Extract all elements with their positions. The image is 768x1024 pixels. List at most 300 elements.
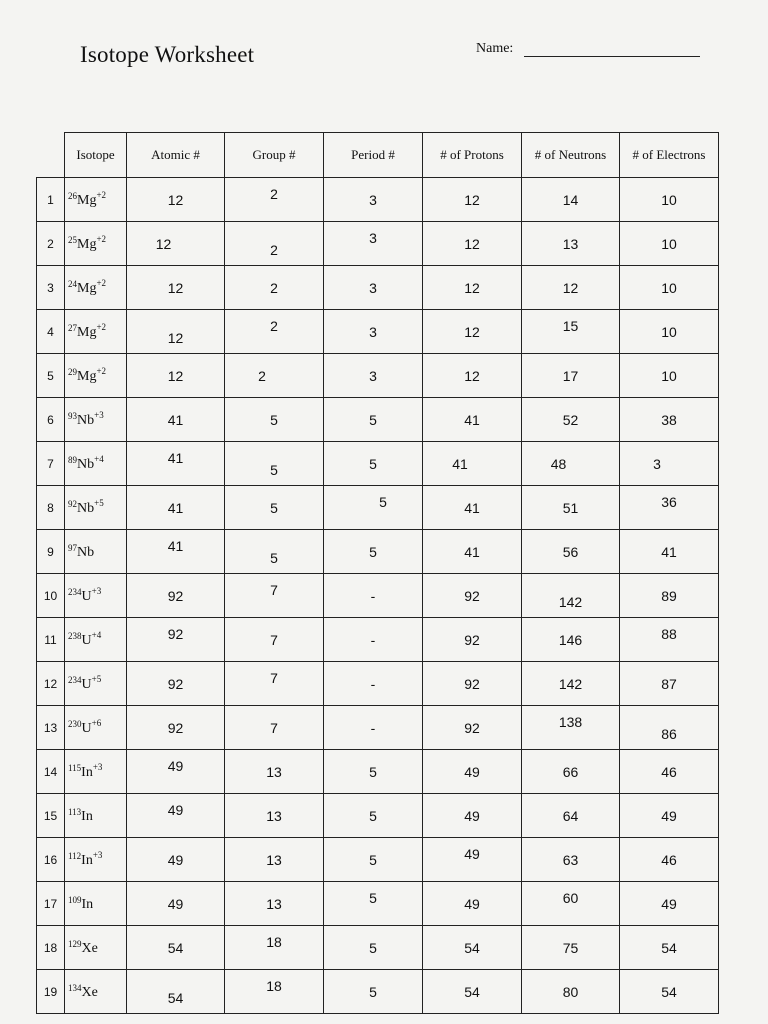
- atomic-cell: [127, 838, 225, 882]
- neutrons-cell: [522, 266, 620, 310]
- isotope-cell: [65, 178, 127, 222]
- element-symbol: Mg: [77, 369, 97, 384]
- protons-value: 41: [464, 499, 480, 516]
- period-cell: [324, 926, 423, 970]
- neutrons-value: 138: [558, 713, 583, 730]
- atomic-cell: [127, 926, 225, 970]
- table-row: [37, 882, 719, 926]
- isotope-cell: [65, 398, 127, 442]
- period-cell: [324, 178, 423, 222]
- neutrons-cell: [522, 574, 620, 618]
- row-number: 11: [37, 618, 65, 662]
- neutrons-cell: [522, 222, 620, 266]
- group-value: 5: [270, 499, 278, 516]
- row-number: 7: [37, 442, 65, 486]
- neutrons-cell: [522, 618, 620, 662]
- electrons-value: 10: [661, 323, 677, 340]
- atomic-value: 92: [167, 587, 184, 604]
- row-number: 12: [37, 662, 65, 706]
- group-cell: [225, 750, 324, 794]
- name-label: Name:: [476, 41, 514, 56]
- group-value: 7: [270, 719, 278, 736]
- atomic-value: 41: [167, 411, 184, 428]
- element-symbol: U: [81, 589, 92, 604]
- period-value: -: [370, 675, 376, 692]
- electrons-value: 41: [661, 543, 677, 560]
- row-number: 13: [37, 706, 65, 750]
- protons-cell: [423, 750, 522, 794]
- isotope-cell: [65, 486, 127, 530]
- atomic-cell: [127, 486, 225, 530]
- neutrons-value: 14: [562, 191, 579, 208]
- group-value: 13: [266, 851, 282, 868]
- period-value: 5: [369, 851, 377, 868]
- neutrons-cell: [522, 838, 620, 882]
- group-value: 2: [270, 185, 278, 202]
- protons-cell: [423, 882, 522, 926]
- protons-cell: [423, 662, 522, 706]
- atomic-value: 54: [167, 989, 184, 1006]
- protons-cell: [423, 486, 522, 530]
- atomic-cell: [127, 882, 225, 926]
- protons-value: 54: [464, 939, 480, 956]
- neutrons-cell: [522, 442, 620, 486]
- atomic-cell: [127, 574, 225, 618]
- element-symbol: Nb: [77, 413, 95, 428]
- protons-value: 54: [464, 983, 480, 1000]
- neutrons-cell: [522, 354, 620, 398]
- table-row: [37, 794, 719, 838]
- corner-cell: [37, 133, 65, 178]
- atomic-value: 49: [167, 895, 184, 912]
- table-row: [37, 486, 719, 530]
- neutrons-cell: [522, 398, 620, 442]
- isotope-cell: [65, 574, 127, 618]
- period-cell: [324, 574, 423, 618]
- mass-number: 92: [68, 499, 77, 509]
- table-row: [37, 266, 719, 310]
- electrons-value: 10: [661, 191, 677, 208]
- row-number: 16: [37, 838, 65, 882]
- table-header-row: [37, 133, 719, 178]
- element-symbol: Xe: [81, 941, 98, 956]
- isotope-cell: [65, 266, 127, 310]
- element-symbol: Nb: [77, 545, 95, 560]
- mass-number: 113: [68, 807, 82, 817]
- ion-charge: +4: [91, 630, 102, 640]
- protons-value: 92: [464, 719, 480, 736]
- table-row: [37, 838, 719, 882]
- isotope-cell: [65, 794, 127, 838]
- atomic-cell: [127, 794, 225, 838]
- isotope-cell: [65, 882, 127, 926]
- group-cell: [225, 706, 324, 750]
- neutrons-value: 146: [558, 631, 583, 648]
- atomic-cell: [127, 706, 225, 750]
- protons-value: 49: [464, 763, 480, 780]
- period-value: -: [370, 587, 376, 604]
- row-number: 1: [37, 178, 65, 222]
- electrons-value: 10: [661, 279, 677, 296]
- protons-cell: [423, 530, 522, 574]
- electrons-value: 49: [661, 895, 677, 912]
- protons-cell: [423, 618, 522, 662]
- electrons-cell: [620, 266, 719, 310]
- mass-number: 234: [68, 587, 82, 597]
- atomic-value: 41: [167, 499, 184, 516]
- isotope-cell: [65, 750, 127, 794]
- neutrons-cell: [522, 706, 620, 750]
- row-number: 10: [37, 574, 65, 618]
- electrons-value: 87: [661, 675, 677, 692]
- row-number: 6: [37, 398, 65, 442]
- atomic-value: 49: [167, 851, 184, 868]
- electrons-cell: [620, 662, 719, 706]
- neutrons-cell: [522, 310, 620, 354]
- period-cell: [324, 310, 423, 354]
- table-row: [37, 178, 719, 222]
- group-cell: [225, 178, 324, 222]
- electrons-cell: [620, 574, 719, 618]
- isotope-cell: [65, 926, 127, 970]
- group-value: 2: [270, 279, 278, 296]
- electrons-value: 38: [661, 411, 677, 428]
- electrons-value: 88: [661, 625, 677, 642]
- group-cell: [225, 882, 324, 926]
- isotope-cell: [65, 310, 127, 354]
- ion-charge: +3: [94, 410, 104, 420]
- mass-number: 27: [68, 323, 77, 333]
- electrons-cell: [620, 486, 719, 530]
- period-cell: [324, 486, 423, 530]
- neutrons-cell: [522, 486, 620, 530]
- atomic-value: 12: [167, 279, 184, 296]
- ion-charge: +2: [96, 234, 107, 244]
- electrons-cell: [620, 838, 719, 882]
- mass-number: 97: [68, 543, 77, 553]
- neutrons-value: 15: [562, 317, 579, 334]
- neutrons-value: 52: [562, 411, 579, 428]
- row-number: 8: [37, 486, 65, 530]
- protons-value: 12: [464, 235, 480, 252]
- table-row: [37, 398, 719, 442]
- protons-value: 92: [464, 631, 480, 648]
- period-cell: [324, 442, 423, 486]
- atomic-cell: [127, 662, 225, 706]
- atomic-cell: [127, 310, 225, 354]
- atomic-cell: [127, 398, 225, 442]
- group-cell: [225, 486, 324, 530]
- atomic-cell: [127, 618, 225, 662]
- row-number: 14: [37, 750, 65, 794]
- group-cell: [225, 222, 324, 266]
- electrons-cell: [620, 882, 719, 926]
- isotope-table: [36, 132, 719, 1014]
- isotope-cell: [65, 662, 127, 706]
- electrons-cell: [620, 750, 719, 794]
- protons-cell: [423, 970, 522, 1014]
- name-field[interactable]: [524, 56, 700, 57]
- period-value: -: [370, 631, 376, 648]
- electrons-cell: [620, 926, 719, 970]
- electrons-value: 46: [661, 851, 677, 868]
- neutrons-value: 13: [562, 235, 579, 252]
- neutrons-cell: [522, 926, 620, 970]
- neutrons-cell: [522, 530, 620, 574]
- group-cell: [225, 530, 324, 574]
- period-value: 3: [369, 191, 377, 208]
- column-header-group: Group #: [225, 133, 324, 178]
- neutrons-value: 63: [562, 851, 579, 868]
- table-row: [37, 222, 719, 266]
- worksheet-title: Isotope Worksheet: [80, 42, 255, 67]
- period-value: 5: [369, 543, 377, 560]
- group-cell: [225, 354, 324, 398]
- isotope-cell: [65, 354, 127, 398]
- electrons-value: 49: [661, 807, 677, 824]
- group-value: 7: [270, 581, 278, 598]
- element-symbol: Nb: [77, 457, 95, 472]
- row-number: 2: [37, 222, 65, 266]
- protons-cell: [423, 354, 522, 398]
- electrons-cell: [620, 178, 719, 222]
- mass-number: 112: [68, 851, 82, 861]
- element-symbol: U: [81, 633, 92, 648]
- neutrons-cell: [522, 970, 620, 1014]
- protons-value: 41: [464, 543, 480, 560]
- group-value: 7: [270, 631, 278, 648]
- column-header-protons: # of Protons: [423, 133, 522, 178]
- electrons-value: 54: [661, 939, 677, 956]
- row-number: 9: [37, 530, 65, 574]
- period-value: 5: [369, 807, 377, 824]
- element-symbol: Xe: [81, 985, 98, 1000]
- atomic-cell: [127, 750, 225, 794]
- electrons-cell: [620, 706, 719, 750]
- neutrons-value: 80: [562, 983, 579, 1000]
- electrons-cell: [620, 310, 719, 354]
- mass-number: 230: [68, 719, 82, 729]
- protons-cell: [423, 222, 522, 266]
- isotope-cell: [65, 222, 127, 266]
- protons-value: 12: [464, 279, 480, 296]
- column-header-atomic: Atomic #: [127, 133, 225, 178]
- protons-cell: [423, 178, 522, 222]
- ion-charge: +2: [96, 278, 107, 288]
- electrons-value: 10: [661, 235, 677, 252]
- mass-number: 29: [68, 367, 77, 377]
- atomic-cell: [127, 178, 225, 222]
- group-cell: [225, 574, 324, 618]
- isotope-cell: [65, 442, 127, 486]
- ion-charge: +3: [91, 586, 102, 596]
- ion-charge: +2: [96, 322, 107, 332]
- group-value: 13: [266, 763, 282, 780]
- table-row: [37, 574, 719, 618]
- isotope-cell: [65, 838, 127, 882]
- atomic-cell: [127, 222, 225, 266]
- period-value: 5: [369, 983, 377, 1000]
- column-header-electrons: # of Electrons: [620, 133, 719, 178]
- atomic-value: 12: [155, 235, 172, 252]
- group-cell: [225, 398, 324, 442]
- ion-charge: +5: [91, 674, 102, 684]
- table-row: [37, 750, 719, 794]
- group-cell: [225, 926, 324, 970]
- group-value: 2: [270, 317, 278, 334]
- group-cell: [225, 662, 324, 706]
- mass-number: 109: [68, 895, 82, 905]
- element-symbol: In: [81, 765, 93, 780]
- table-row: [37, 530, 719, 574]
- element-symbol: U: [81, 677, 92, 692]
- period-value: 5: [369, 939, 377, 956]
- row-number: 17: [37, 882, 65, 926]
- mass-number: 93: [68, 411, 77, 421]
- period-value: 3: [369, 229, 377, 246]
- protons-cell: [423, 926, 522, 970]
- period-cell: [324, 266, 423, 310]
- period-value: 5: [369, 889, 377, 906]
- period-value: -: [370, 719, 376, 736]
- neutrons-value: 12: [562, 279, 579, 296]
- period-value: 5: [379, 493, 387, 510]
- atomic-value: 12: [167, 329, 184, 346]
- mass-number: 238: [68, 631, 82, 641]
- neutrons-value: 48: [550, 455, 567, 472]
- neutrons-value: 64: [562, 807, 579, 824]
- electrons-cell: [620, 222, 719, 266]
- period-value: 5: [369, 763, 377, 780]
- neutrons-value: 75: [562, 939, 579, 956]
- atomic-value: 54: [167, 939, 184, 956]
- atomic-value: 12: [167, 191, 184, 208]
- electrons-value: 36: [661, 493, 677, 510]
- ion-charge: +3: [92, 850, 103, 860]
- group-value: 13: [266, 807, 282, 824]
- neutrons-cell: [522, 882, 620, 926]
- protons-cell: [423, 310, 522, 354]
- electrons-value: 46: [661, 763, 677, 780]
- group-value: 18: [266, 933, 282, 950]
- column-header-period: Period #: [324, 133, 423, 178]
- atomic-value: 92: [167, 625, 184, 642]
- protons-cell: [423, 794, 522, 838]
- group-cell: [225, 310, 324, 354]
- protons-cell: [423, 398, 522, 442]
- period-cell: [324, 750, 423, 794]
- ion-charge: +6: [91, 718, 102, 728]
- period-cell: [324, 882, 423, 926]
- ion-charge: +2: [96, 190, 107, 200]
- electrons-cell: [620, 354, 719, 398]
- group-cell: [225, 838, 324, 882]
- period-cell: [324, 222, 423, 266]
- element-symbol: Nb: [77, 501, 95, 516]
- atomic-cell: [127, 970, 225, 1014]
- atomic-cell: [127, 530, 225, 574]
- protons-value: 92: [464, 587, 480, 604]
- group-value: 13: [266, 895, 282, 912]
- group-cell: [225, 970, 324, 1014]
- mass-number: 24: [68, 279, 77, 289]
- neutrons-cell: [522, 750, 620, 794]
- period-cell: [324, 618, 423, 662]
- atomic-value: 49: [167, 801, 184, 818]
- neutrons-cell: [522, 178, 620, 222]
- period-cell: [324, 662, 423, 706]
- mass-number: 25: [68, 235, 77, 245]
- isotope-cell: [65, 970, 127, 1014]
- table-row: [37, 970, 719, 1014]
- mass-number: 89: [68, 455, 77, 465]
- ion-charge: +4: [94, 454, 104, 464]
- period-value: 5: [369, 455, 377, 472]
- neutrons-cell: [522, 794, 620, 838]
- column-header-isotope: Isotope: [65, 133, 127, 178]
- isotope-cell: [65, 618, 127, 662]
- atomic-value: 49: [167, 757, 184, 774]
- group-value: 5: [270, 411, 278, 428]
- table-row: [37, 706, 719, 750]
- group-cell: [225, 794, 324, 838]
- table-row: [37, 662, 719, 706]
- atomic-cell: [127, 442, 225, 486]
- period-value: 3: [369, 367, 377, 384]
- group-value: 7: [270, 669, 278, 686]
- protons-cell: [423, 838, 522, 882]
- isotope-cell: [65, 706, 127, 750]
- protons-value: 49: [464, 895, 480, 912]
- ion-charge: +3: [92, 762, 103, 772]
- protons-value: 41: [464, 411, 480, 428]
- electrons-cell: [620, 398, 719, 442]
- table-row: [37, 310, 719, 354]
- atomic-value: 92: [167, 719, 184, 736]
- group-value: 5: [270, 549, 278, 566]
- protons-cell: [423, 574, 522, 618]
- group-value: 18: [266, 977, 282, 994]
- atomic-value: 92: [167, 675, 184, 692]
- electrons-value: 89: [661, 587, 677, 604]
- atomic-value: 12: [167, 367, 184, 384]
- table-row: [37, 442, 719, 486]
- atomic-value: 41: [167, 449, 184, 466]
- protons-value: 12: [464, 367, 480, 384]
- row-number: 5: [37, 354, 65, 398]
- element-symbol: In: [81, 853, 93, 868]
- element-symbol: U: [81, 721, 92, 736]
- period-cell: [324, 398, 423, 442]
- row-number: 3: [37, 266, 65, 310]
- period-cell: [324, 794, 423, 838]
- group-value: 5: [270, 461, 278, 478]
- group-value: 2: [270, 241, 278, 258]
- atomic-cell: [127, 266, 225, 310]
- protons-value: 12: [464, 191, 480, 208]
- electrons-cell: [620, 530, 719, 574]
- group-cell: [225, 618, 324, 662]
- group-value: 2: [258, 367, 266, 384]
- row-number: 18: [37, 926, 65, 970]
- neutrons-value: 51: [562, 499, 579, 516]
- period-value: 3: [369, 279, 377, 296]
- row-number: 15: [37, 794, 65, 838]
- table-row: [37, 618, 719, 662]
- mass-number: 115: [68, 763, 82, 773]
- mass-number: 234: [68, 675, 82, 685]
- neutrons-cell: [522, 662, 620, 706]
